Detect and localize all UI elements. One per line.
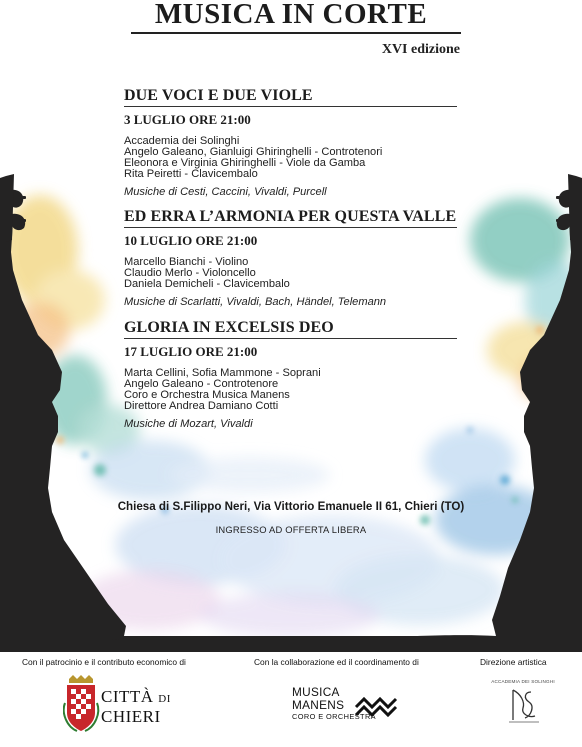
concert-program: Musiche di Mozart, Vivaldi <box>124 418 253 431</box>
title-underline <box>131 32 461 34</box>
performer-line: Direttore Andrea Damiano Cotti <box>124 400 279 413</box>
concert-date: 17 LUGLIO ORE 21:00 <box>124 344 258 359</box>
concert-1 <box>124 87 464 198</box>
direction-label: Direzione artistica <box>480 657 547 667</box>
collaboration-label: Con la collaborazione ed il coordinamento di <box>254 657 419 667</box>
performer-line: Eleonora e Virginia Ghiringhelli - Viole da Gamba <box>124 157 366 170</box>
chieri-word-citta: CITTÀ <box>101 687 154 706</box>
entry-note: INGRESSO AD OFFERTA LIBERA <box>215 524 367 535</box>
manens-word-manens: MANENS <box>292 697 345 712</box>
concert-2 <box>124 208 464 308</box>
chieri-wordmark <box>101 688 171 725</box>
concert-title-rule <box>124 338 457 339</box>
concert-title: ED ERRA L’ARMONIA PER QUESTA VALLE <box>124 208 457 225</box>
patron-label: Con il patrocinio e il contributo economico di <box>22 657 186 667</box>
concert-title-rule <box>124 227 457 228</box>
musica-manens-wave-icon <box>292 685 402 727</box>
performer-line: Marcello Bianchi - Violino <box>124 256 249 268</box>
concert-performers <box>124 368 464 412</box>
chieri-word-di: DI <box>158 693 171 705</box>
performer-line: Angelo Galeano - Controtenore <box>124 378 279 391</box>
performer-line: Coro e Orchestra Musica Manens <box>124 389 290 402</box>
performer-line: Accademia dei Solinghi <box>124 135 240 147</box>
chieri-word-chieri: CHIERI <box>101 707 161 726</box>
concert-title-rule <box>124 106 457 107</box>
performer-line: Marta Cellini, Sofia Mammone - Soprani <box>124 367 321 379</box>
concert-date: 3 LUGLIO ORE 21:00 <box>124 112 251 127</box>
performer-line: Rita Peiretti - Clavicembalo <box>124 168 258 181</box>
concert-title: GLORIA IN EXCELSIS DEO <box>124 319 334 336</box>
concert-title: DUE VOCI E DUE VIOLE <box>124 87 313 104</box>
concert-program: Musiche di Cesti, Caccini, Vivaldi, Purcell <box>124 186 327 199</box>
concert-3 <box>124 319 464 430</box>
manens-subtitle: CORO E ORCHESTRA <box>292 712 377 721</box>
edition-label: XVI edizione <box>381 42 460 57</box>
performer-line: Daniela Demicheli - Clavicembalo <box>124 278 290 291</box>
concert-date: 10 LUGLIO ORE 21:00 <box>124 233 258 248</box>
concert-program: Musiche di Scarlatti, Vivaldi, Bach, Händel, Telemann <box>124 296 387 309</box>
sponsors-footer <box>0 648 582 747</box>
performer-line: Claudio Merlo - Violoncello <box>124 267 256 280</box>
accademia-monogram-icon <box>495 676 551 728</box>
performer-line: Angelo Galeano, Gianluigi Ghiringhelli - Controtenori <box>124 146 383 159</box>
manens-word-musica: MUSICA <box>292 685 340 699</box>
concert-performers <box>124 136 464 180</box>
venue-address: Chiesa di S.Filippo Neri, Via Vittorio Emanuele II 61, Chieri (TO) <box>117 500 465 513</box>
page-title: MUSICA IN CORTE <box>154 0 428 30</box>
concert-performers <box>124 257 464 290</box>
accademia-wordmark: ACCADEMIA DEI SOLINGHI <box>491 679 555 684</box>
